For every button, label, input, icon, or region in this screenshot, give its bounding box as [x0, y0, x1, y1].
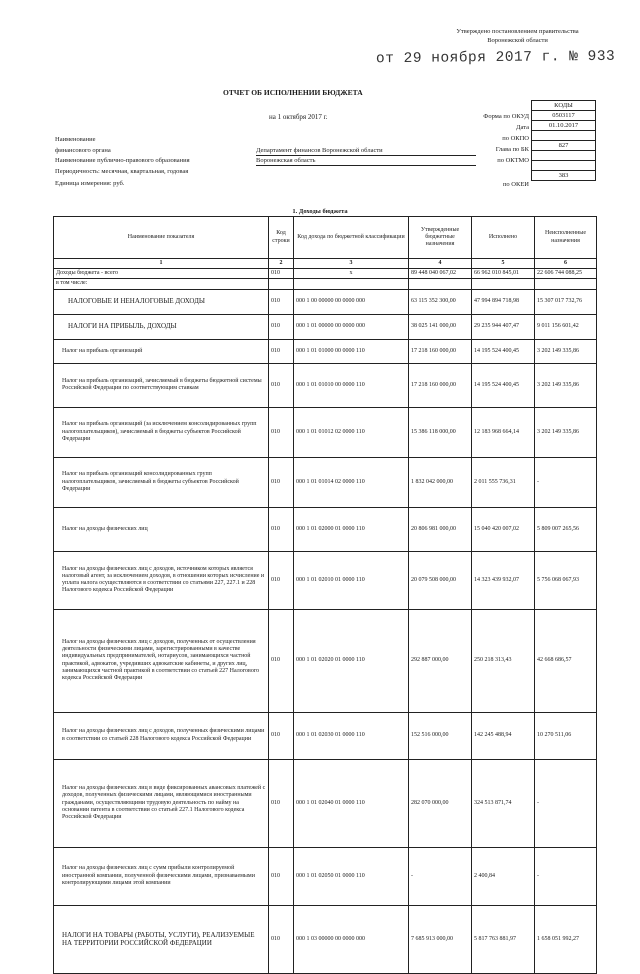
row-done: 47 994 894 718,98	[472, 289, 535, 314]
row-done: 2 011 555 736,31	[472, 457, 535, 507]
table-row	[54, 269, 597, 279]
row-name: Налог на доходы физических лиц с доходов, полученных от осуществления деятельности физическими лицами, зарегистрированными в качестве индивидуальных предпринимателей, нотариусов, занимающихся частной практикой, адвокатов, учредивших адвокатские кабинеты, и других лиц, занимающихся частной практикой в соответствии со статьей 227 Налогового кодекса Российской Федерации	[54, 609, 269, 712]
label-glava-bk: Глава по БК	[495, 146, 529, 153]
row-approved: 38 025 141 000,00	[409, 314, 472, 339]
row-line-code: 010	[269, 269, 294, 279]
row-done: 66 962 010 845,01	[472, 269, 535, 279]
label-okei: по ОКЕИ	[502, 181, 529, 188]
table-row	[54, 407, 597, 457]
row-line-code: 010	[269, 289, 294, 314]
col-number-1: 1	[54, 259, 269, 269]
code-okud: 0503117	[532, 111, 596, 121]
row-line-code: 010	[269, 339, 294, 363]
row-income-code: 000 1 01 02050 01 0000 110	[294, 847, 409, 905]
label-okpo: по ОКПО	[502, 135, 529, 142]
row-approved: 20 806 981 000,00	[409, 507, 472, 551]
row-rest: 3 202 149 335,86	[535, 339, 597, 363]
table-row	[54, 759, 597, 847]
row-line-code: 010	[269, 551, 294, 609]
row-income-code: 000 1 01 02020 01 0000 110	[294, 609, 409, 712]
row-done	[472, 279, 535, 289]
row-done: 15 040 420 007,02	[472, 507, 535, 551]
decree-handwritten-stamp: от 29 ноября 2017 г. № 933	[375, 48, 616, 68]
row-line-code: 010	[269, 507, 294, 551]
row-done: 5 817 763 881,97	[472, 905, 535, 973]
row-approved: 89 448 040 067,02	[409, 269, 472, 279]
row-approved: 20 079 508 000,00	[409, 551, 472, 609]
table-row	[54, 905, 597, 973]
row-name: Налог на доходы физических лиц с доходов, полученных физическими лицами в соответствии со статьей 228 Налогового кодекса Российской Федерации	[54, 712, 269, 759]
table-row	[54, 279, 597, 289]
col-number-4: 4	[409, 259, 472, 269]
row-name: Налог на прибыль организаций, зачисляемый в бюджеты бюджетной системы Российской Федерации по соответствующим ставкам	[54, 363, 269, 407]
row-income-code: 000 1 00 00000 00 0000 000	[294, 289, 409, 314]
code-date: 01.10.2017	[532, 121, 596, 131]
row-name: НАЛОГИ НА ПРИБЫЛЬ, ДОХОДЫ	[54, 314, 269, 339]
table-row	[54, 609, 597, 712]
label-ppo: Наименование публично-правового образования	[55, 157, 190, 164]
col-number-5: 5	[472, 259, 535, 269]
row-name: Налог на доходы физических лиц в виде фиксированных авансовых платежей с доходов, полученных физическими лицами, являющимися иностранными гражданами, осуществляющими трудовую деятельность по найму на основании патента в соответствии со статьей 227.1 Налогового кодекса Российской Федерации	[54, 759, 269, 847]
row-approved: 17 218 160 000,00	[409, 339, 472, 363]
row-rest: -	[535, 847, 597, 905]
row-approved: 17 218 160 000,00	[409, 363, 472, 407]
row-name: Налог на доходы физических лиц	[54, 507, 269, 551]
code-okei: 383	[532, 171, 596, 181]
row-done: 14 195 524 400,45	[472, 339, 535, 363]
row-done: 2 400,84	[472, 847, 535, 905]
row-line-code: 010	[269, 759, 294, 847]
label-oktmo: по ОКТМО	[497, 157, 529, 164]
row-line-code: 010	[269, 905, 294, 973]
row-rest: 3 202 149 335,86	[535, 407, 597, 457]
row-done: 14 323 439 932,07	[472, 551, 535, 609]
row-income-code: 000 1 01 01000 00 0000 110	[294, 339, 409, 363]
col-header-code: Код дохода по бюджетной классификации	[294, 217, 409, 259]
row-done: 250 218 313,43	[472, 609, 535, 712]
row-income-code: 000 1 01 02000 01 0000 110	[294, 507, 409, 551]
table-row	[54, 551, 597, 609]
col-header-done: Исполнено	[472, 217, 535, 259]
col-header-line: Код строки	[269, 217, 294, 259]
row-name: Налог на прибыль организаций консолидированных групп налогоплательщиков, зачисляемый в бюджеты субъектов Российской Федерации	[54, 457, 269, 507]
row-rest: 9 011 156 601,42	[535, 314, 597, 339]
approval-line-1: Утверждено постановлением правительства	[456, 28, 579, 35]
row-done: 29 235 944 407,47	[472, 314, 535, 339]
row-name: Налог на доходы физических лиц с сумм прибыли контролируемой иностранной компании, полученной физическими лицами, признаваемыми контролирующими лицами этой компании	[54, 847, 269, 905]
col-header-name: Наименование показателя	[54, 217, 269, 259]
row-approved	[409, 279, 472, 289]
row-income-code: 000 1 01 01014 02 0000 110	[294, 457, 409, 507]
row-done: 324 513 871,74	[472, 759, 535, 847]
row-rest: 3 202 149 335,86	[535, 363, 597, 407]
code-oktmo	[532, 151, 596, 161]
table-row	[54, 457, 597, 507]
row-income-code: 000 1 01 00000 00 0000 000	[294, 314, 409, 339]
row-rest: 42 668 686,57	[535, 609, 597, 712]
row-done: 12 183 968 664,14	[472, 407, 535, 457]
row-approved: 282 070 000,00	[409, 759, 472, 847]
approval-note	[455, 27, 580, 45]
row-approved: 63 115 352 300,00	[409, 289, 472, 314]
row-line-code: 010	[269, 363, 294, 407]
row-line-code: 010	[269, 457, 294, 507]
label-fin-org: финансового органа	[55, 147, 111, 154]
table-row	[54, 507, 597, 551]
row-rest: 15 307 017 732,76	[535, 289, 597, 314]
row-income-code: 000 1 01 02040 01 0000 110	[294, 759, 409, 847]
row-line-code: 010	[269, 847, 294, 905]
row-name: Налог на прибыль организаций	[54, 339, 269, 363]
value-fin-org: Департамент финансов Воронежской области	[256, 147, 476, 156]
row-name: Налог на доходы физических лиц с доходов, источником которых является налоговый агент, за исключением доходов, в отношении которых исчисление и уплата налога осуществляются в соответствии со статьями 227, 227.1 и 228 Налогового кодекса Российской Федерации	[54, 551, 269, 609]
row-approved: 292 887 000,00	[409, 609, 472, 712]
label-name: Наименование	[55, 136, 96, 143]
row-income-code: 000 1 01 01012 02 0000 110	[294, 407, 409, 457]
row-name: НАЛОГОВЫЕ И НЕНАЛОГОВЫЕ ДОХОДЫ	[54, 289, 269, 314]
row-rest: -	[535, 759, 597, 847]
row-income-code: 000 1 01 02030 01 0000 110	[294, 712, 409, 759]
row-rest	[535, 279, 597, 289]
table-row	[54, 339, 597, 363]
label-periodicity: Периодичность: месячная, квартальная, годовая	[55, 168, 189, 175]
table-row	[54, 712, 597, 759]
table-row	[54, 847, 597, 905]
row-name: Доходы бюджета - всего	[54, 269, 269, 279]
section-title: 1. Доходы бюджета	[292, 208, 348, 215]
row-line-code: 010	[269, 609, 294, 712]
row-rest: -	[535, 457, 597, 507]
col-number-2: 2	[269, 259, 294, 269]
col-number-6: 6	[535, 259, 597, 269]
table-row	[54, 363, 597, 407]
value-ppo: Воронежская область	[256, 157, 476, 166]
row-income-code: 000 1 01 02010 01 0000 110	[294, 551, 409, 609]
row-rest: 5 809 007 265,56	[535, 507, 597, 551]
code-blank	[532, 161, 596, 171]
table-row	[54, 314, 597, 339]
row-rest: 10 270 511,06	[535, 712, 597, 759]
row-line-code: 010	[269, 407, 294, 457]
code-glava-bk: 827	[532, 141, 596, 151]
row-income-code	[294, 279, 409, 289]
row-income-code: 000 1 01 01010 00 0000 110	[294, 363, 409, 407]
col-header-approved: Утвержденные бюджетные назначения	[409, 217, 472, 259]
row-name: Налог на прибыль организаций (за исключением консолидированных групп налогоплательщиков), зачисляемый в бюджеты субъектов Российской Федерации	[54, 407, 269, 457]
row-name: НАЛОГИ НА ТОВАРЫ (РАБОТЫ, УСЛУГИ), РЕАЛИЗУЕМЫЕ НА ТЕРРИТОРИИ РОССИЙСКОЙ ФЕДЕРАЦИИ	[54, 905, 269, 973]
row-line-code: 010	[269, 314, 294, 339]
row-approved: 152 516 000,00	[409, 712, 472, 759]
label-okud: Форма по ОКУД	[483, 113, 529, 120]
income-table	[53, 216, 597, 974]
row-done: 14 195 524 400,45	[472, 363, 535, 407]
table-body	[54, 269, 597, 973]
approval-line-2: Воронежской области	[487, 37, 548, 44]
row-rest: 22 606 744 088,25	[535, 269, 597, 279]
report-date: на 1 октября 2017 г.	[269, 113, 328, 121]
row-income-code: x	[294, 269, 409, 279]
row-approved: 1 832 042 000,00	[409, 457, 472, 507]
row-approved: 15 386 118 000,00	[409, 407, 472, 457]
row-rest: 5 756 068 067,93	[535, 551, 597, 609]
row-name: в том числе:	[54, 279, 269, 289]
col-number-3: 3	[294, 259, 409, 269]
row-line-code: 010	[269, 712, 294, 759]
label-date: Дата	[516, 124, 529, 131]
report-title: ОТЧЕТ ОБ ИСПОЛНЕНИИ БЮДЖЕТА	[223, 88, 363, 97]
row-income-code: 000 1 03 00000 00 0000 000	[294, 905, 409, 973]
col-header-rest: Неисполненные назначения	[535, 217, 597, 259]
code-okpo	[532, 131, 596, 141]
row-line-code	[269, 279, 294, 289]
row-done: 142 245 488,94	[472, 712, 535, 759]
row-approved: 7 685 913 000,00	[409, 905, 472, 973]
codes-header: КОДЫ	[532, 101, 596, 111]
table-row	[54, 289, 597, 314]
label-unit: Единица измерения: руб.	[55, 180, 125, 187]
row-rest: 1 658 051 992,27	[535, 905, 597, 973]
codes-box	[531, 100, 596, 181]
row-approved: -	[409, 847, 472, 905]
